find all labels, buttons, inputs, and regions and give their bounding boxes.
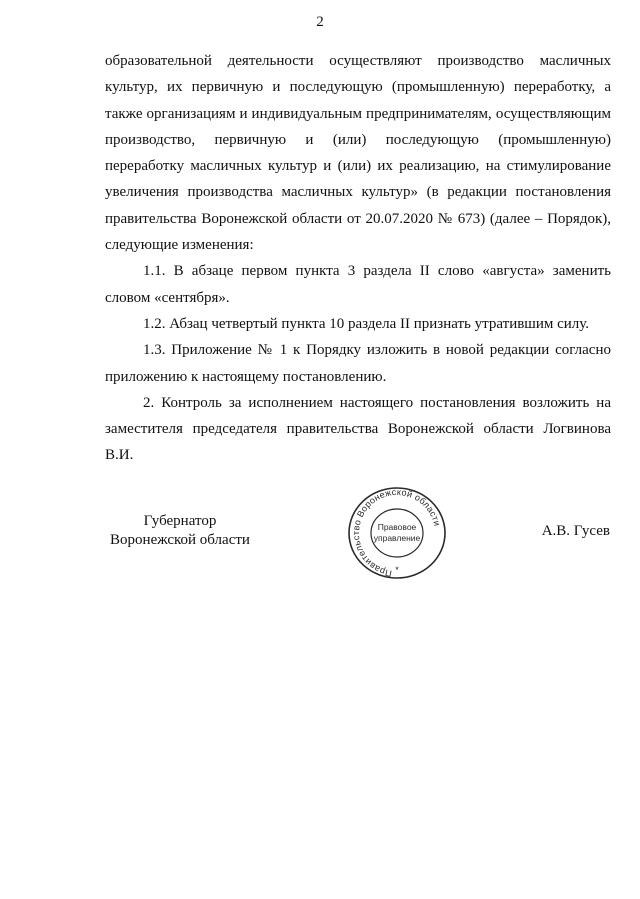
document-body (105, 48, 611, 469)
page-number: 2 (316, 14, 324, 30)
paragraph-item-1-1: 1.1. В абзаце первом пункта 3 раздела II слово «августа» заменить словом «сентября». (105, 263, 611, 306)
paragraph-item-1-3: 1.3. Приложение № 1 к Порядку изложить в новой редакции согласно приложению к настоящему постановлению. (105, 342, 611, 385)
signatory-title-line2: Воронежской области (110, 532, 250, 548)
stamp-seal-icon (338, 483, 456, 583)
stamp-inner-line1: Правовое (377, 522, 417, 532)
signatory-title-line1: Губернатор (143, 513, 217, 529)
paragraph-item-1-2: 1.2. Абзац четвертый пункта 10 раздела II признать утратившим силу. (143, 315, 590, 332)
signatory-title (105, 512, 255, 550)
paragraph-intro: образовательной деятельности осуществляют производство масличных культур, их первичную и последующую (промышленную) переработку, а также организациям и индивидуальным предпринимателям, осуществляющим производство, первичную и (или) последующую (промышленную) переработку масличных культур и (или) их реализацию, на стимулирование увеличения производства масличных культур» (в редакции постановления правительства Воронежской области от 20.07.2020 № 673) (далее – Порядок), следующие изменения: (105, 53, 611, 254)
signatory-name: А.В. Гусев (541, 523, 610, 539)
paragraph-item-2: 2. Контроль за исполнением настоящего постановления возложить на заместителя председателя правительства Воронежской области Логвинова В.И. (105, 394, 611, 464)
stamp-ring-text: Правительство Воронежской области (351, 486, 443, 579)
stamp-star: * (395, 565, 399, 575)
stamp-inner-line2: управление (373, 533, 421, 543)
official-stamp (338, 483, 456, 583)
